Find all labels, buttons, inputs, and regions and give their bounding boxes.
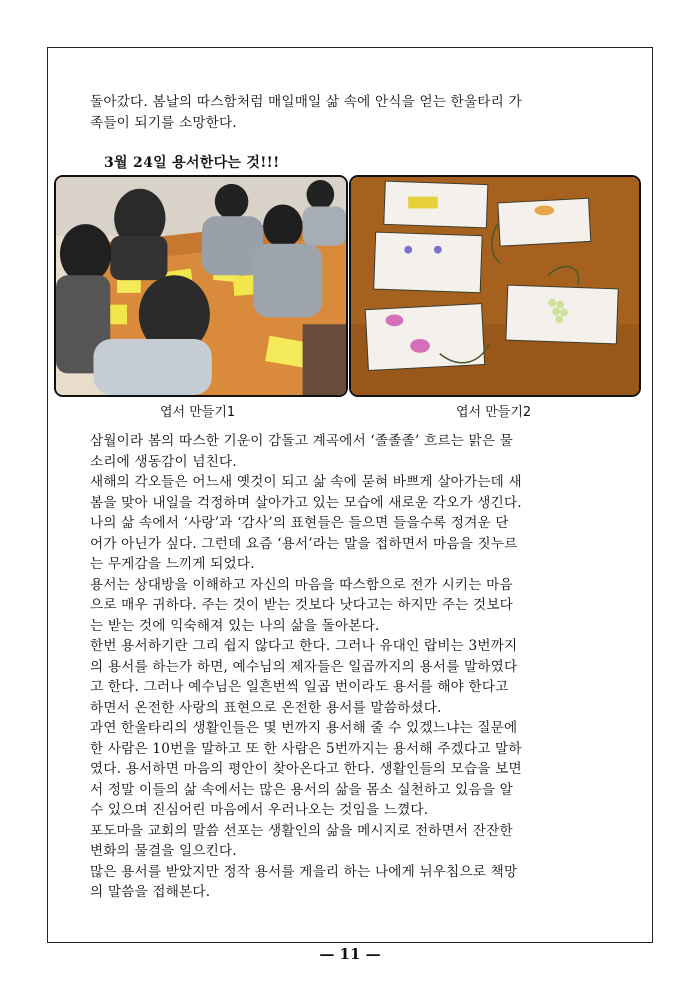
text-line: 으로 매우 귀하다. 주는 것이 받는 것보다 낫다고는 하지만 주는 것보다	[90, 597, 514, 613]
text-line: 는 무게감을 느끼게 되었다.	[90, 556, 255, 572]
text-line: 삼월이라 봄의 따스한 기운이 감돌고 계곡에서 ‘졸졸졸’ 흐르는 맑은 물	[90, 433, 514, 449]
text-line: 고 한다. 그러나 예수님은 일흔번씩 일곱 번이라도 용서를 해야 한다고	[90, 679, 509, 695]
body-text	[90, 431, 612, 903]
text-line: 는 받는 것에 익숙해져 있는 나의 삶을 돌아본다.	[90, 617, 380, 634]
text-line: 한번 용서하기란 그리 쉽지 않다고 한다. 그러나 유대인 랍비는 3번까지	[90, 638, 518, 654]
text-line: 서 정말 이들의 삶 속에서는 많은 용서의 삶을 몸소 실천하고 있음을 알	[90, 781, 514, 798]
text-line: 의 말씀을 접해본다.	[90, 884, 211, 900]
text-line: 한 사람은 10번을 말하고 또 한 사람은 5번까지는 용서해 주겠다고 말하	[90, 740, 522, 757]
text-line: 소리에 생동감이 넘친다.	[90, 453, 237, 470]
text-line: 족들이 되기를 소망한다.	[90, 114, 237, 131]
text-line: 였다. 용서하면 마음의 평안이 찾아온다고 한다. 생활인들의 모습을 보면	[90, 761, 522, 777]
text-line: 의 용서를 하는가 하면, 예수님의 제자들은 일곱까지의 용서를 말하였다	[90, 658, 518, 675]
text-line: 하면서 온전한 사랑의 표현으로 온전한 용서를 말씀하셨다.	[90, 699, 442, 716]
text-line: 포도마을 교회의 말씀 선포는 생활인의 삶을 메시지로 전하면서 잔잔한	[90, 822, 513, 839]
text-line: 나의 삶 속에서 ‘사랑’과 ‘감사’의 표현들은 들으면 들을수록 정겨운 단	[90, 515, 509, 531]
photo-postcard-making-1	[54, 175, 348, 397]
page-number: — 11 —	[319, 945, 381, 963]
text-line: 과연 한울타리의 생활인들은 몇 번까지 용서해 줄 수 있겠느냐는 질문에	[90, 720, 518, 736]
text-line: 수 있으며 진심어린 마음에서 우러나오는 것임을 느꼈다.	[90, 802, 429, 818]
text-line: 새해의 각오들은 어느새 옛것이 되고 삶 속에 묻혀 바쁘게 살아가는데 새	[90, 474, 522, 490]
photo-postcard-making-2	[349, 175, 641, 397]
photo-caption-1: 엽서 만들기1	[160, 405, 236, 420]
section-heading: 3월 24일 용서한다는 것!!!	[104, 155, 280, 171]
text-line: 어가 아닌가 싶다. 그런데 요즘 ‘용서’라는 말을 접하면서 마음을 짓누르	[90, 535, 518, 552]
photo-caption-2: 엽서 만들기2	[456, 405, 532, 420]
intro-paragraph	[90, 92, 612, 133]
text-line: 변화의 물결을 일으킨다.	[90, 843, 237, 859]
text-line: 봄을 맞아 내일을 걱정하며 살아가고 있는 모습에 새로운 각오가 생긴다.	[90, 494, 522, 511]
text-line: 용서는 상대방을 이해하고 자신의 마음을 따스함으로 전가 시키는 마음	[90, 576, 513, 593]
text-line: 많은 용서를 받았지만 정작 용서를 게을리 하는 나에게 뉘우침으로 책망	[90, 863, 518, 880]
text-line: 돌아갔다. 봄날의 따스함처럼 매일매일 삶 속에 안식을 얻는 한울타리 가	[90, 94, 522, 110]
